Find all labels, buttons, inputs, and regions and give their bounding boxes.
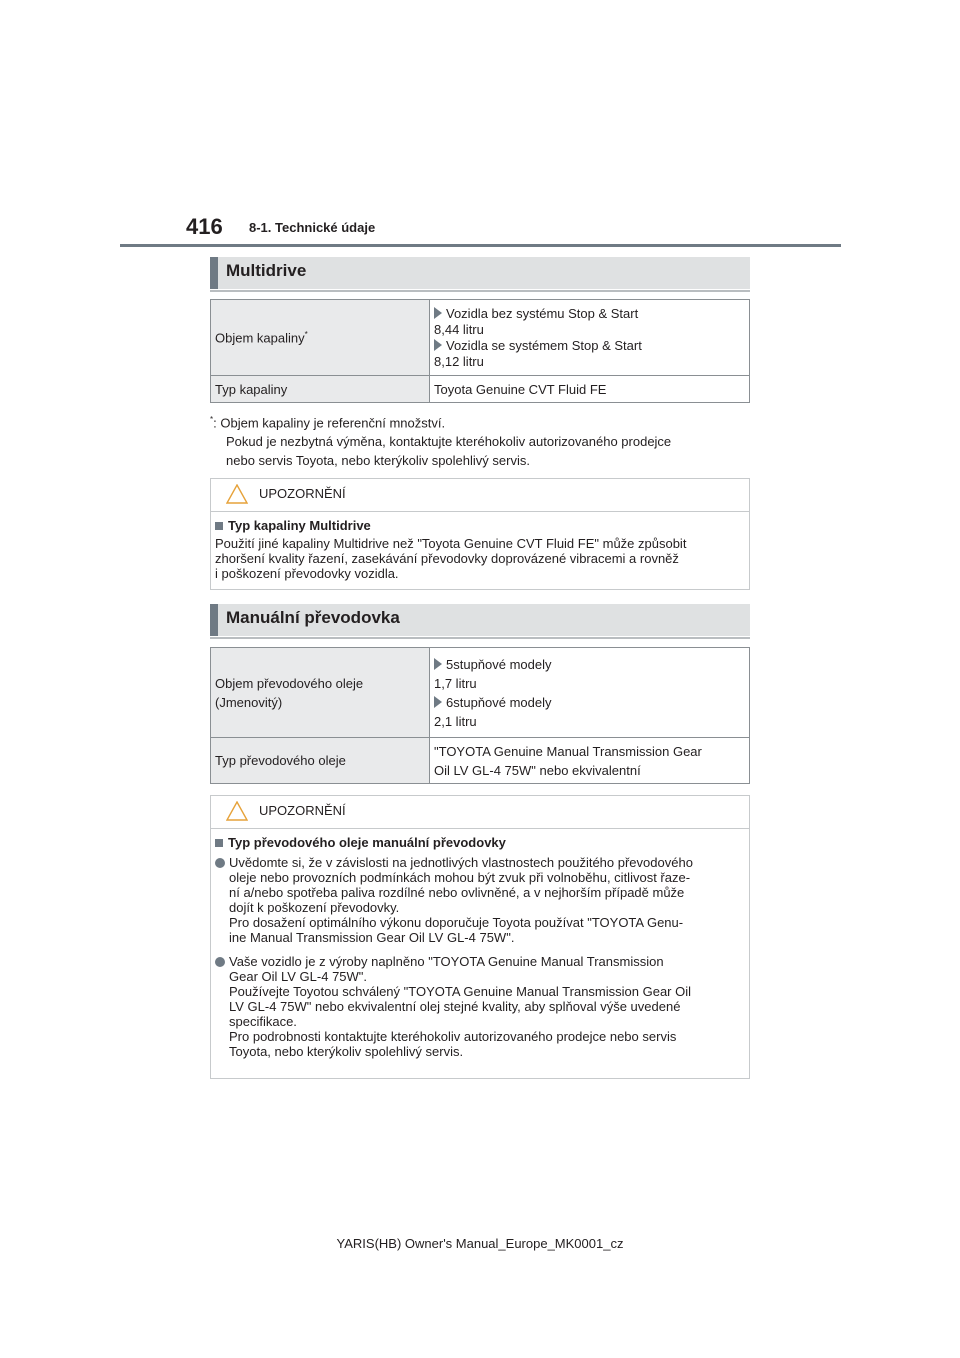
warning-line: Gear Oil LV GL-4 75W". (229, 969, 368, 984)
warning-title (215, 835, 743, 850)
oil-capacity-value (430, 648, 750, 738)
warning-body (211, 512, 749, 587)
variant-line (434, 655, 745, 674)
footnote-text: nebo servis Toyota, nebo kterýkoliv spolehlivý servis. (226, 453, 530, 469)
capacity-value: 8,12 litru (434, 353, 484, 369)
warning-triangle-icon (226, 484, 248, 504)
warning-bullet (215, 855, 743, 945)
page-footer: YARIS(HB) Owner's Manual_Europe_MK0001_cz (336, 1236, 624, 1251)
capacity-value: 2,1 litru (434, 713, 477, 729)
warning-line: LV GL-4 75W" nebo ekvivalentní olej stejné kvality, aby splňoval výše uvedené (229, 999, 681, 1014)
square-bullet-icon (215, 522, 223, 530)
warning-box (210, 478, 750, 590)
warning-line: Používejte Toyotou schválený "TOYOTA Genuine Manual Transmission Gear Oil (229, 984, 692, 999)
warning-line: i poškození převodovky vozidla. (215, 566, 399, 581)
triangle-bullet-icon (434, 696, 442, 708)
fluid-capacity-value (430, 300, 750, 376)
triangle-bullet-icon (434, 339, 442, 351)
round-bullet-icon (215, 957, 225, 967)
fluid-type-label: Typ kapaliny (211, 376, 430, 403)
manual-transmission-heading: Manuální převodovka (210, 604, 750, 636)
warning-box (210, 795, 750, 1079)
warning-title (215, 518, 743, 533)
header-divider (120, 244, 841, 247)
multidrive-heading: Multidrive (210, 257, 750, 289)
oil-type-text: "TOYOTA Genuine Manual Transmission Gear (434, 743, 702, 759)
warning-line: oleje nebo provozních podmínkách mohou být zvuk při volnoběhu, citlivost řaze- (229, 870, 691, 885)
table-row (211, 648, 750, 738)
footnote-marker: * (210, 415, 214, 424)
warning-line: Vaše vozidlo je z výroby naplněno "TOYOTA Genuine Manual Transmission (229, 954, 664, 969)
warning-line: Toyota, nebo kterýkoliv spolehlivý servis. (229, 1044, 464, 1059)
warning-triangle-icon (226, 801, 248, 821)
manual-spec-table (210, 647, 750, 784)
warning-title-text: Typ kapaliny Multidrive (228, 518, 371, 533)
footnote (210, 410, 750, 470)
warning-line: Uvědomte si, že v závislosti na jednotlivých vlastnostech použitého převodového (229, 855, 693, 870)
footnote-line: *: Objem kapaliny je referenční množství. (210, 415, 446, 431)
multidrive-spec-table (210, 299, 750, 403)
variant-text: Vozidla bez systému Stop & Start (446, 305, 639, 321)
variant-line (434, 338, 745, 354)
variant-text: 5stupňové modely (446, 656, 552, 672)
oil-capacity-label (211, 648, 430, 738)
page-number: 416 (186, 214, 223, 239)
square-bullet-icon (215, 839, 223, 847)
label-text: (Jmenovitý) (215, 694, 283, 710)
warning-line: ní a/nebo spotřeba paliva rozdílné nebo ovlivněné, a v nejhorším případě může (229, 885, 685, 900)
label-text: Objem převodového oleje (215, 675, 364, 691)
warning-header (211, 796, 749, 829)
warning-line: ine Manual Transmission Gear Oil LV GL-4 75W". (229, 930, 515, 945)
variant-text: Vozidla se systémem Stop & Start (446, 337, 642, 353)
oil-type-value (430, 738, 750, 784)
table-row (211, 738, 750, 784)
warning-line: Použití jiné kapaliny Multidrive než "Toyota Genuine CVT Fluid FE" může způsobit (215, 536, 687, 551)
warning-bullet (215, 954, 743, 1059)
warning-label: UPOZORNĚNÍ (259, 803, 346, 818)
footnote-marker: * (304, 329, 308, 339)
section-title: 8-1. Technické údaje (249, 220, 376, 235)
round-bullet-icon (215, 858, 225, 868)
warning-body (211, 829, 749, 1065)
footnote-text: Pokud je nezbytná výměna, kontaktujte kteréhokoliv autorizovaného prodejce (226, 434, 672, 450)
fluid-type-value: Toyota Genuine CVT Fluid FE (430, 376, 750, 403)
warning-line: Pro dosažení optimálního výkonu doporučuje Toyota používat "TOYOTA Genu- (229, 915, 684, 930)
capacity-value: 8,44 litru (434, 321, 484, 337)
table-row (211, 376, 750, 403)
table-row (211, 300, 750, 376)
warning-title-text: Typ převodového oleje manuální převodovky (228, 835, 506, 850)
warning-line: dojít k poškození převodovky. (229, 900, 400, 915)
triangle-bullet-icon (434, 658, 442, 670)
warning-line: Pro podrobnosti kontaktujte kteréhokoliv autorizovaného prodejce nebo servis (229, 1029, 677, 1044)
warning-header (211, 479, 749, 512)
oil-type-text: Oil LV GL-4 75W" nebo ekvivalentní (434, 762, 641, 778)
warning-label: UPOZORNĚNÍ (259, 486, 346, 501)
oil-type-label: Typ převodového oleje (211, 738, 430, 784)
variant-line (434, 306, 745, 322)
triangle-bullet-icon (434, 307, 442, 319)
footnote-text: Objem kapaliny je referenční množství. (220, 415, 446, 431)
label-text: Objem kapaliny (215, 330, 305, 346)
warning-paragraph (215, 536, 743, 581)
fluid-capacity-label (211, 300, 430, 376)
variant-line (434, 693, 745, 712)
warning-line: specifikace. (229, 1014, 297, 1029)
warning-line: zhoršení kvality řazení, zasekávání převodovky doprovázené vibracemi a rovněž (215, 551, 679, 566)
capacity-value: 1,7 litru (434, 675, 477, 691)
variant-text: 6stupňové modely (446, 694, 552, 710)
